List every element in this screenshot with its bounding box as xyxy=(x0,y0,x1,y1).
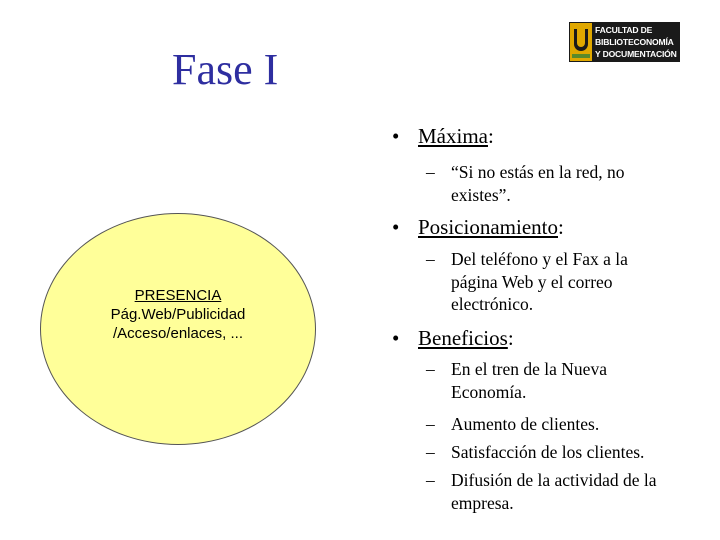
ellipse-line: Pág.Web/Publicidad xyxy=(110,306,246,323)
dash-symbol: – xyxy=(426,414,435,434)
logo-line: FACULTAD DE xyxy=(595,25,653,35)
bullet-maxima xyxy=(392,124,494,149)
logo-line: Y DOCUMENTACIÓN xyxy=(595,49,677,59)
bullet-label: Máxima xyxy=(418,124,488,148)
bullet-label: Beneficios xyxy=(418,326,508,350)
sub-bullet-text: Satisfacción de los clientes. xyxy=(451,442,645,462)
bullet-label: Posicionamiento xyxy=(418,215,558,239)
dash-symbol: – xyxy=(426,470,435,490)
sub-bullet-text: Difusión de la actividad de la empresa. xyxy=(451,470,657,513)
sub-bullet-text: En el tren de la Nueva Economía. xyxy=(451,359,607,402)
sub-bullet-text: Del teléfono y el Fax a la página Web y el correo electrónico. xyxy=(451,249,628,314)
bullet-posicionamiento xyxy=(392,215,564,240)
sub-bullet-text: Aumento de clientes. xyxy=(451,414,600,434)
ellipse-text xyxy=(40,286,316,343)
bullet-suffix: : xyxy=(558,215,564,239)
sub-bullet-text: “Si no estás en la red, no existes”. xyxy=(451,162,625,205)
bullet-suffix: : xyxy=(487,124,494,148)
ellipse-line: /Acceso/enlaces, ... xyxy=(112,325,244,342)
bullet-beneficios xyxy=(392,326,514,351)
ellipse-heading: PRESENCIA xyxy=(134,287,222,304)
logo-text xyxy=(595,24,679,60)
dash-symbol: – xyxy=(426,442,435,462)
bullet-symbol: • xyxy=(392,326,400,350)
bullet-symbol: • xyxy=(392,215,400,239)
dash-symbol: – xyxy=(426,359,435,379)
faculty-logo xyxy=(569,22,680,62)
bullet-suffix: : xyxy=(507,326,514,350)
dash-symbol: – xyxy=(426,249,435,269)
slide-title: Fase I xyxy=(172,45,279,94)
logo-line: BIBLIOTECONOMÍA xyxy=(595,37,674,47)
dash-symbol: – xyxy=(426,162,435,182)
faculty-emblem-icon xyxy=(570,23,592,61)
bullet-symbol: • xyxy=(392,124,400,148)
